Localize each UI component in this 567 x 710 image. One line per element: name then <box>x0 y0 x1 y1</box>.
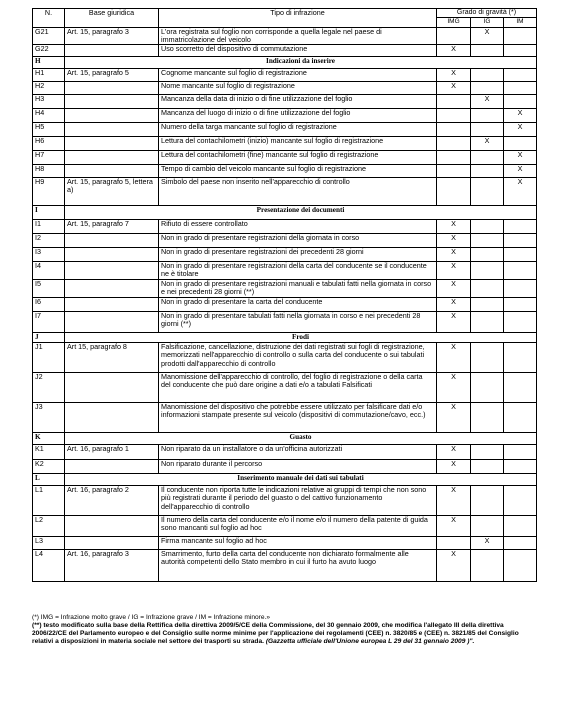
severity-ig-cell <box>471 373 504 403</box>
header-ig: IG <box>471 18 504 27</box>
table-row <box>33 151 537 165</box>
severity-im-cell: X <box>504 123 537 137</box>
infraction-description: Mancanza del luogo di inizio o di fine utilizzazione del foglio <box>159 109 437 123</box>
table-row <box>33 248 537 262</box>
infraction-code: H9 <box>33 178 65 206</box>
severity-ig-cell <box>471 486 504 516</box>
infraction-description: Uso scorretto del dispositivo di commutazione <box>159 45 437 57</box>
section-row <box>33 206 537 220</box>
severity-ig-cell <box>471 178 504 206</box>
severity-img-cell: X <box>437 69 471 82</box>
severity-img-cell <box>437 95 471 109</box>
severity-img-cell: X <box>437 262 471 280</box>
section-title: Presentazione dei documenti <box>65 206 537 220</box>
header-base: Base giuridica <box>65 9 159 28</box>
table-row <box>33 220 537 234</box>
table-row <box>33 165 537 178</box>
legal-basis: Art. 15, paragrafo 7 <box>65 220 159 234</box>
severity-im-cell: X <box>504 151 537 165</box>
infraction-code: H4 <box>33 109 65 123</box>
severity-img-cell <box>437 151 471 165</box>
severity-ig-cell <box>471 298 504 312</box>
severity-im-cell <box>504 550 537 582</box>
table-row <box>33 262 537 280</box>
infractions-table <box>32 8 537 582</box>
section-code: I <box>33 206 65 220</box>
infraction-code: H3 <box>33 95 65 109</box>
infraction-code: H7 <box>33 151 65 165</box>
infraction-description: Il numero della carta del conducente e/o il nome e/o il numero della patente di guida sono mancanti sul foglio ad hoc <box>159 516 437 537</box>
severity-ig-cell: X <box>471 137 504 151</box>
infraction-code: G21 <box>33 27 65 45</box>
document <box>32 8 536 582</box>
legal-basis <box>65 403 159 433</box>
severity-im-cell <box>504 220 537 234</box>
infraction-description: Lettura del contachilometri (fine) mancante sul foglio di registrazione <box>159 151 437 165</box>
infraction-description: Non in grado di presentare registrazioni della giornata in corso <box>159 234 437 248</box>
header-img: IMG <box>437 18 471 27</box>
infraction-code: I6 <box>33 298 65 312</box>
severity-img-cell: X <box>437 220 471 234</box>
legal-basis <box>65 537 159 550</box>
infraction-description: Simbolo del paese non inserito nell'apparecchio di controllo <box>159 178 437 206</box>
infraction-description: Smarrimento, furto della carta del conducente non dichiarato formalmente alle autorità competenti dello Stato membro in cui il furto ha avuto luogo <box>159 550 437 582</box>
footnote-legend: (*) IMG = Infrazione molto grave / IG = Infrazione grave / IM = Infrazione minore.» <box>32 614 271 621</box>
legal-basis <box>65 298 159 312</box>
section-code: K <box>33 433 65 445</box>
severity-img-cell: X <box>437 373 471 403</box>
legal-basis <box>65 137 159 151</box>
section-title: Inserimento manuale dei dati sui tabulati <box>65 474 537 486</box>
table-row <box>33 460 537 474</box>
severity-ig-cell: X <box>471 27 504 45</box>
infraction-description: Tempo di cambio del veicolo mancante sul foglio di registrazione <box>159 165 437 178</box>
legal-basis: Art. 16, paragrafo 3 <box>65 550 159 582</box>
infraction-description: Falsificazione, cancellazione, distruzione dei dati registrati sui fogli di registrazione, memorizzati nell'apparecchio di controllo o sulla carta del conducente o sui tabulati prodotti dall'apparecchio di controllo <box>159 343 437 373</box>
severity-img-cell: X <box>437 82 471 95</box>
severity-im-cell <box>504 262 537 280</box>
header-im: IM <box>504 18 537 27</box>
header-grado: Grado di gravità (*) <box>437 9 537 18</box>
infraction-description: Non in grado di presentare la carta del conducente <box>159 298 437 312</box>
header-n: N. <box>33 9 65 28</box>
infraction-description: Cognome mancante sul foglio di registrazione <box>159 69 437 82</box>
infraction-code: L3 <box>33 537 65 550</box>
severity-im-cell <box>504 95 537 109</box>
table-row <box>33 486 537 516</box>
section-code: L <box>33 474 65 486</box>
table-row <box>33 137 537 151</box>
section-title: Frodi <box>65 333 537 343</box>
severity-ig-cell <box>471 82 504 95</box>
table-header-row <box>33 9 537 18</box>
severity-im-cell: X <box>504 178 537 206</box>
legal-basis <box>65 151 159 165</box>
table-row <box>33 445 537 460</box>
infraction-code: H5 <box>33 123 65 137</box>
severity-im-cell <box>504 137 537 151</box>
severity-img-cell: X <box>437 516 471 537</box>
infraction-code: H6 <box>33 137 65 151</box>
section-title: Indicazioni da inserire <box>65 57 537 69</box>
severity-ig-cell <box>471 123 504 137</box>
severity-im-cell <box>504 69 537 82</box>
infraction-code: H1 <box>33 69 65 82</box>
table-row <box>33 403 537 433</box>
legal-basis <box>65 45 159 57</box>
table-row <box>33 280 537 298</box>
table-row <box>33 27 537 45</box>
infraction-description: Non in grado di presentare tabulati fatti nella giornata in corso e nei precedenti 28 giorni (**) <box>159 312 437 333</box>
infraction-code: I5 <box>33 280 65 298</box>
infraction-code: I4 <box>33 262 65 280</box>
severity-ig-cell <box>471 151 504 165</box>
section-title: Guasto <box>65 433 537 445</box>
infraction-code: I2 <box>33 234 65 248</box>
severity-img-cell: X <box>437 486 471 516</box>
severity-img-cell: X <box>437 298 471 312</box>
legal-basis <box>65 312 159 333</box>
severity-ig-cell <box>471 403 504 433</box>
infraction-code: I3 <box>33 248 65 262</box>
legal-basis <box>65 95 159 109</box>
footnote-amendment <box>32 622 536 646</box>
severity-img-cell: X <box>437 460 471 474</box>
legal-basis <box>65 248 159 262</box>
table-row <box>33 312 537 333</box>
infraction-code: G22 <box>33 45 65 57</box>
severity-ig-cell <box>471 516 504 537</box>
section-row <box>33 474 537 486</box>
severity-img-cell: X <box>437 45 471 57</box>
severity-img-cell <box>437 165 471 178</box>
infraction-code: H8 <box>33 165 65 178</box>
legal-basis <box>65 373 159 403</box>
infraction-description: Non riparato da un installatore o da un'officina autorizzati <box>159 445 437 460</box>
severity-ig-cell <box>471 165 504 178</box>
legal-basis <box>65 262 159 280</box>
legal-basis <box>65 123 159 137</box>
severity-img-cell <box>437 27 471 45</box>
infraction-code: J1 <box>33 343 65 373</box>
legal-basis: Art. 16, paragrafo 2 <box>65 486 159 516</box>
severity-img-cell: X <box>437 234 471 248</box>
severity-im-cell <box>504 373 537 403</box>
section-code: J <box>33 333 65 343</box>
table-row <box>33 516 537 537</box>
infraction-description: Non in grado di presentare registrazioni della carta del conducente se il conducente ne è titolare <box>159 262 437 280</box>
severity-ig-cell <box>471 312 504 333</box>
severity-im-cell <box>504 343 537 373</box>
infraction-description: Lettura del contachilometri (inizio) mancante sul foglio di registrazione <box>159 137 437 151</box>
table-row <box>33 82 537 95</box>
severity-img-cell: X <box>437 280 471 298</box>
footnote-amendment-source: (Gazzetta ufficiale dell'Unione europea L 29 del 31 gennaio 2009 )". <box>265 638 475 645</box>
severity-im-cell <box>504 45 537 57</box>
footnote-amendment-text: (**) testo modificato sulla base della Rettifica della direttiva 2009/5/CE della Commissione, del 30 gennaio 2009, che modifica l'allegato III della direttiva 2006/22/CE del Parlamento europeo e del Consiglio sulle norme minime per l'applicazione dei regolamenti (CEE) n. 3820/85 e (CEE) n. 3821/85 del Consiglio relativi a disposizioni in materia sociale nel settore dei trasporti su strada. <box>32 622 519 645</box>
severity-img-cell: X <box>437 312 471 333</box>
infraction-code: J2 <box>33 373 65 403</box>
infraction-code: K2 <box>33 460 65 474</box>
severity-ig-cell <box>471 343 504 373</box>
severity-im-cell: X <box>504 165 537 178</box>
severity-ig-cell <box>471 109 504 123</box>
table-row <box>33 109 537 123</box>
legal-basis <box>65 516 159 537</box>
table-row <box>33 234 537 248</box>
table-row <box>33 343 537 373</box>
header-tipo: Tipo di infrazione <box>159 9 437 28</box>
legal-basis <box>65 460 159 474</box>
table-row <box>33 373 537 403</box>
severity-ig-cell <box>471 550 504 582</box>
table-row <box>33 69 537 82</box>
severity-ig-cell <box>471 248 504 262</box>
legal-basis: Art. 15, paragrafo 3 <box>65 27 159 45</box>
legal-basis: Art. 15, paragrafo 5, lettera a) <box>65 178 159 206</box>
severity-ig-cell <box>471 69 504 82</box>
severity-img-cell: X <box>437 403 471 433</box>
severity-img-cell <box>437 123 471 137</box>
severity-img-cell <box>437 537 471 550</box>
severity-im-cell <box>504 298 537 312</box>
severity-im-cell <box>504 537 537 550</box>
infraction-description: Nome mancante sul foglio di registrazione <box>159 82 437 95</box>
infraction-description: L'ora registrata sul foglio non corrisponde a quella legale nel paese di immatricolazione del veicolo <box>159 27 437 45</box>
legal-basis <box>65 280 159 298</box>
table-row <box>33 45 537 57</box>
infraction-description: Manomissione dell'apparecchio di controllo, del foglio di registrazione o della carta del conducente che può dare origine a dati e/o a tabulati Falsificati <box>159 373 437 403</box>
infraction-code: L1 <box>33 486 65 516</box>
table-row <box>33 95 537 109</box>
severity-im-cell <box>504 486 537 516</box>
section-code: H <box>33 57 65 69</box>
infraction-description: Il conducente non riporta tutte le indicazioni relative ai gruppi di tempi che non sono più registrati durante il periodo del guasto o del cattivo funzionamento dell'apparecchio di controllo <box>159 486 437 516</box>
severity-ig-cell <box>471 460 504 474</box>
infraction-code: I1 <box>33 220 65 234</box>
severity-img-cell <box>437 109 471 123</box>
table-row <box>33 298 537 312</box>
severity-img-cell <box>437 137 471 151</box>
infraction-description: Non in grado di presentare registrazioni dei precedenti 28 giorni <box>159 248 437 262</box>
severity-ig-cell <box>471 220 504 234</box>
table-row <box>33 178 537 206</box>
severity-im-cell <box>504 234 537 248</box>
legal-basis <box>65 109 159 123</box>
severity-im-cell <box>504 248 537 262</box>
severity-ig-cell: X <box>471 537 504 550</box>
infraction-description: Manomissione del dispositivo che potrebbe essere utilizzato per falsificare dati e/o informazioni stampate presente sul veicolo (dispositivi di commutazione/cavo, ecc.) <box>159 403 437 433</box>
infraction-description: Rifiuto di essere controllato <box>159 220 437 234</box>
infraction-code: K1 <box>33 445 65 460</box>
legal-basis: Art 15, paragrafo 8 <box>65 343 159 373</box>
severity-im-cell <box>504 403 537 433</box>
severity-ig-cell <box>471 234 504 248</box>
severity-ig-cell: X <box>471 95 504 109</box>
severity-ig-cell <box>471 262 504 280</box>
severity-img-cell: X <box>437 343 471 373</box>
severity-img-cell: X <box>437 550 471 582</box>
table-row <box>33 550 537 582</box>
infraction-code: L4 <box>33 550 65 582</box>
severity-im-cell <box>504 82 537 95</box>
legal-basis: Art. 15, paragrafo 5 <box>65 69 159 82</box>
severity-ig-cell <box>471 45 504 57</box>
severity-im-cell: X <box>504 109 537 123</box>
legal-basis <box>65 82 159 95</box>
severity-im-cell <box>504 280 537 298</box>
severity-ig-cell <box>471 280 504 298</box>
section-row <box>33 57 537 69</box>
table-row <box>33 537 537 550</box>
infraction-description: Non riparato durante il percorso <box>159 460 437 474</box>
infraction-description: Non in grado di presentare registrazioni manuali e tabulati fatti nella giornata in corso e nei precedenti 28 giorni (**) <box>159 280 437 298</box>
severity-im-cell <box>504 312 537 333</box>
table-row <box>33 123 537 137</box>
legal-basis <box>65 165 159 178</box>
infraction-code: I7 <box>33 312 65 333</box>
legal-basis <box>65 234 159 248</box>
infraction-description: Firma mancante sul foglio ad hoc <box>159 537 437 550</box>
section-row <box>33 333 537 343</box>
footnotes <box>32 614 536 646</box>
severity-im-cell <box>504 445 537 460</box>
severity-im-cell <box>504 516 537 537</box>
severity-im-cell <box>504 27 537 45</box>
legal-basis: Art. 16, paragrafo 1 <box>65 445 159 460</box>
infraction-description: Mancanza della data di inizio o di fine utilizzazione del foglio <box>159 95 437 109</box>
infraction-code: J3 <box>33 403 65 433</box>
severity-img-cell: X <box>437 248 471 262</box>
severity-img-cell: X <box>437 445 471 460</box>
severity-ig-cell <box>471 445 504 460</box>
severity-img-cell <box>437 178 471 206</box>
severity-im-cell <box>504 460 537 474</box>
infraction-code: L2 <box>33 516 65 537</box>
section-row <box>33 433 537 445</box>
infraction-description: Numero della targa mancante sul foglio di registrazione <box>159 123 437 137</box>
infraction-code: H2 <box>33 82 65 95</box>
